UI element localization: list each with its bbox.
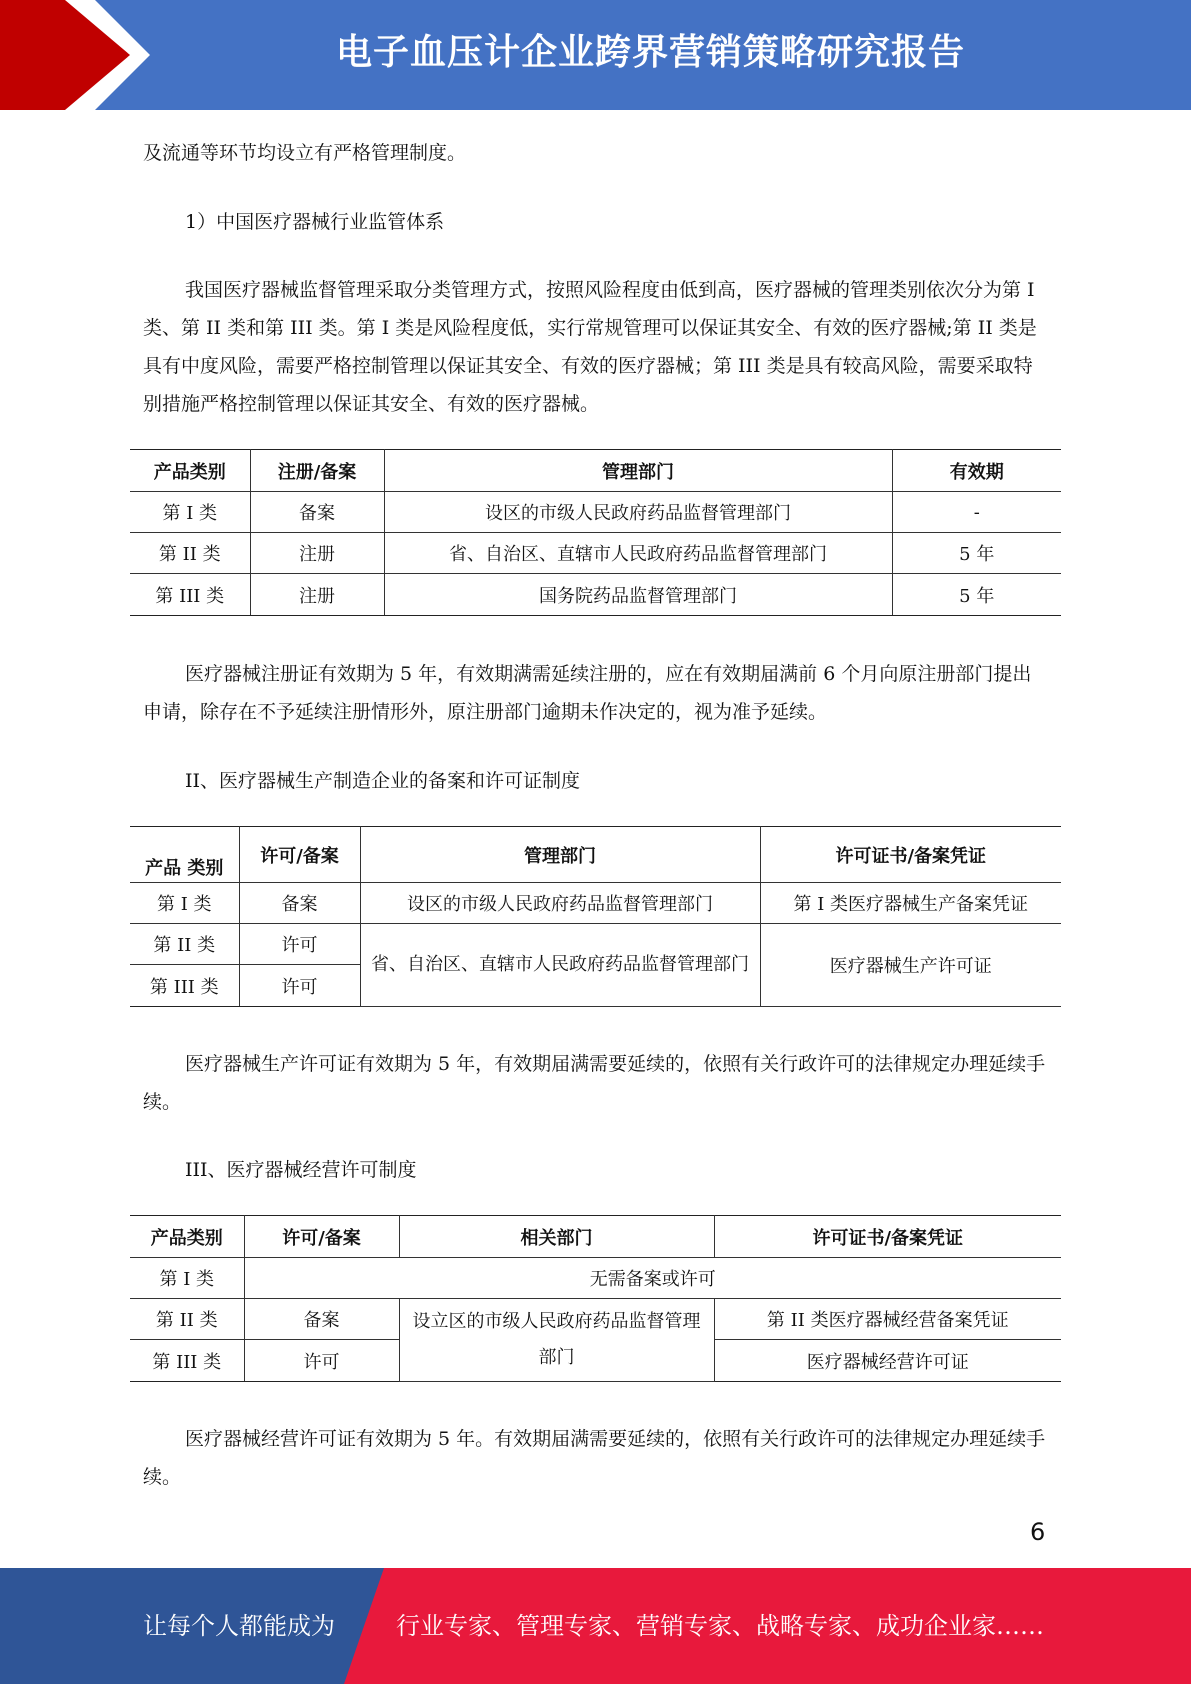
table-header: 许可/备案 — [239, 827, 360, 883]
table-cell: 省、自治区、直辖市人民政府药品监督管理部门 — [384, 533, 892, 574]
table-cell: 备案 — [244, 1299, 399, 1340]
table-header: 注册/备案 — [250, 450, 384, 492]
heading-business-permit: III、医疗器械经营许可制度 — [185, 1159, 417, 1181]
table-cell: 许可 — [239, 965, 360, 1007]
table-header: 许可证书/备案凭证 — [760, 827, 1061, 883]
paragraph-classification: 我国医疗器械监督管理采取分类管理方式，按照风险程度由低到高，医疗器械的管理类别依次分为第 I 类、第 II 类和第 III 类。第 I 类是风险程度低，实行常规管理可以保证其安全、有效的医疗器械;第 II 类是具有中度风险，需要严格控制管理以保证其安全、有效的医疗器械；第 III 类是具有较高风险，需要采取特别措施严格控制管理以保证其安全、有效的医疗器械。 — [143, 279, 1037, 415]
table-cell: 许可 — [244, 1340, 399, 1382]
table-cell: 第 II 类 — [130, 924, 239, 965]
table-cell: 第 II 类医疗器械经营备案凭证 — [714, 1299, 1061, 1340]
paragraph-business-validity: 医疗器械经营许可证有效期为 5 年。有效期届满需要延续的，依照有关行政许可的法律规定办理延续手续。 — [143, 1428, 1046, 1488]
table-cell: 第 I 类医疗器械生产备案凭证 — [760, 883, 1061, 924]
table-header: 管理部门 — [384, 450, 892, 492]
table-header: 管理部门 — [360, 827, 760, 883]
table-cell: 第 III 类 — [130, 1340, 244, 1382]
table-cell: 国务院药品监督管理部门 — [384, 574, 892, 616]
paragraph-top: 及流通等环节均设立有严格管理制度。 — [143, 142, 467, 164]
table-production-permit — [130, 826, 1061, 1007]
table-cell: 注册 — [250, 574, 384, 616]
table-cell: 第 III 类 — [130, 965, 239, 1007]
table-cell: 第 III 类 — [130, 574, 250, 616]
table-registration — [130, 449, 1061, 616]
table-header: 产品 类别 — [130, 827, 239, 883]
table-cell: 许可 — [239, 924, 360, 965]
table-cell: 第 I 类 — [130, 883, 239, 924]
table-cell: 设区的市级人民政府药品监督管理部门 — [384, 492, 892, 533]
table-cell: 5 年 — [892, 574, 1061, 616]
footer-slogan-right: 行业专家、管理专家、营销专家、战略专家、成功企业家…… — [396, 1612, 1044, 1640]
report-title: 电子血压计企业跨界营销策略研究报告 — [335, 32, 965, 73]
table-cell: 第 II 类 — [130, 1299, 244, 1340]
table-cell: 医疗器械生产许可证 — [760, 924, 1061, 1007]
table-cell: 第 II 类 — [130, 533, 250, 574]
table-cell: 5 年 — [892, 533, 1061, 574]
table-cell: 省、自治区、直辖市人民政府药品监督管理部门 — [360, 924, 760, 1007]
page-number: 6 — [1030, 1518, 1046, 1546]
table-header: 相关部门 — [399, 1216, 714, 1258]
table-cell: 注册 — [250, 533, 384, 574]
table-header: 许可/备案 — [244, 1216, 399, 1258]
header-arrow-icon — [0, 0, 160, 110]
table-header: 产品类别 — [130, 450, 250, 492]
table-header: 有效期 — [892, 450, 1061, 492]
table-cell: 医疗器械经营许可证 — [714, 1340, 1061, 1382]
table-header: 许可证书/备案凭证 — [714, 1216, 1061, 1258]
table-cell: 无需备案或许可 — [244, 1258, 1061, 1299]
table-cell: - — [892, 492, 1061, 533]
heading-regulatory-system: 1）中国医疗器械行业监管体系 — [185, 211, 445, 233]
table-cell: 备案 — [239, 883, 360, 924]
table-header: 产品类别 — [130, 1216, 244, 1258]
page-header — [0, 0, 1191, 110]
table-cell: 设区的市级人民政府药品监督管理部门 — [360, 883, 760, 924]
table-cell: 设立区的市级人民政府药品监督管理部门 — [399, 1299, 714, 1382]
heading-production-permit: II、医疗器械生产制造企业的备案和许可证制度 — [185, 770, 581, 792]
footer-slogan-left: 让每个人都能成为 — [143, 1612, 335, 1640]
paragraph-registration-validity: 医疗器械注册证有效期为 5 年，有效期满需延续注册的，应在有效期届满前 6 个月向原注册部门提出申请，除存在不予延续注册情形外，原注册部门逾期未作决定的，视为准予延续。 — [143, 663, 1032, 723]
table-business-permit — [130, 1215, 1061, 1382]
table-cell: 备案 — [250, 492, 384, 533]
paragraph-production-validity: 医疗器械生产许可证有效期为 5 年，有效期届满需要延续的，依照有关行政许可的法律规定办理延续手续。 — [143, 1053, 1046, 1113]
table-cell: 第 I 类 — [130, 492, 250, 533]
page-footer — [0, 1568, 1191, 1684]
table-cell: 第 I 类 — [130, 1258, 244, 1299]
